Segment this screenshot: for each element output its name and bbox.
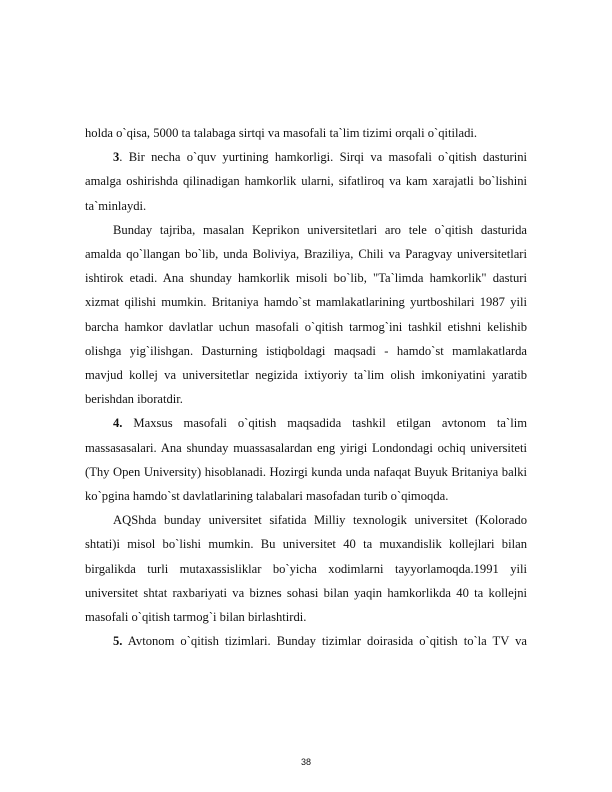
paragraph-usa: [85, 508, 527, 629]
paragraph-text: Maxsus masofali o`qitish maqsadida tashkil etilgan avtonom ta`lim massasasalari. Ana shunday muassasalardan eng yirigi Londondagi ochiq universiteti (Thy Open University) hisoblanadi. Hozirgi kunda unda nafaqat Buyuk Britaniya balki ko`pgina hamdo`st davlatlarining talabalari masofadan turib o`qimoqda.: [85, 416, 527, 504]
paragraph-text: Bunday tajriba, masalan Keprikon universitetlari aro tele o`qitish dasturida amalda qo`llangan bo`lib, unda Boliviya, Braziliya, Chili va Paragvay universitetlari ishtirok etadi. Ana shunday hamkorlik misoli bo`lib, "Ta`limda hamkorlik" dasturi xizmat qilishi mumkin. Britaniya hamdo`st mamlakatlarining yurtboshilari 1987 yili barcha hamkor davlatlar uchun masofali o`qitish tarmog`ini tashkil etishni kelishib olishga yig`ilishgan. Dasturning istiqboldagi maqsadi - hamdo`st mamlakatlarda mavjud kollej va universitetlar negizida ixtiyoriy ta`lim olish imkoniyatini yaratib berishdan iboratdir.: [85, 222, 527, 407]
list-number: 3: [113, 150, 120, 165]
page-number: 38: [300, 757, 311, 767]
paragraph-item-4: [85, 411, 527, 508]
paragraph-text: Avtonom o`qitish tizimlari. Bunday tizimlar doirasida o`qitish to`la TV va: [122, 634, 527, 649]
paragraph-item-5: [85, 629, 527, 653]
paragraph-item-3: [85, 145, 527, 218]
list-number: 4.: [113, 416, 123, 431]
paragraph-example: [85, 218, 527, 412]
list-number: 5.: [113, 634, 123, 649]
paragraph-continuation: [85, 121, 527, 145]
paragraph-text: AQShda bunday universitet sifatida Milliy texnologik universitet (Kolorado shtati)i misol bo`lishi mumkin. Bu universitet 40 ta muxandislik kollejlari bilan birgalikda turli mutaxassisliklar bo`yicha xodimlarni tayyorlamoqda.1991 yili universitet shtat raxbariyati va biznes sohasi bilan yaqin hamkorlikda 40 ta kollejni masofali o`qitish tarmog`i bilan birlashtirdi.: [85, 513, 527, 625]
paragraph-text: holda o`qisa, 5000 ta talabaga sirtqi va masofali ta`lim tizimi orqali o`qitiladi.: [85, 126, 478, 140]
document-page: [85, 121, 527, 653]
paragraph-text: . Bir necha o`quv yurtining hamkorligi. Sirqi va masofali o`qitish dasturini amalga oshirishda qilinadigan hamkorlik ularni, sifatliroq va kam xarajatli bo`lishini ta`minlaydi.: [85, 150, 527, 213]
